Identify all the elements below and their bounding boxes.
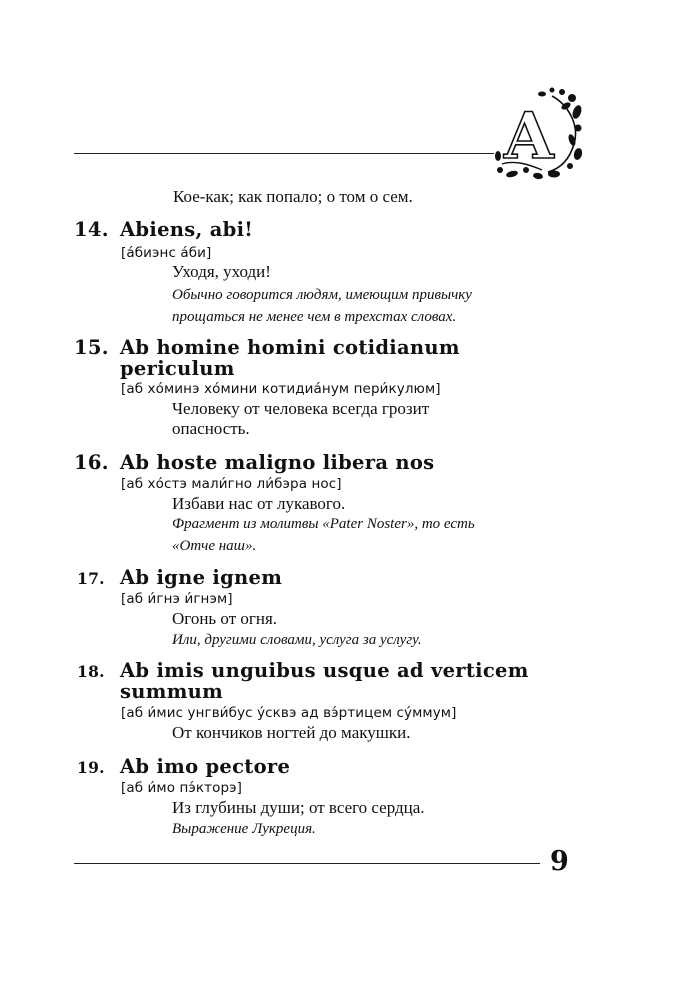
entry-number: 18. — [77, 662, 105, 681]
pronunciation: [а́биэнс а́би] — [121, 245, 212, 261]
latin-phrase: Abiens, abi! — [120, 218, 254, 241]
note: Выражение Лукреция. — [172, 821, 316, 837]
svg-text:A: A — [504, 99, 554, 174]
pronunciation: [аб хо́стэ мали́гно ли́бэра нос] — [121, 476, 342, 492]
translation: Из глубины души; от всего сердца. — [172, 798, 425, 817]
entry-heading — [74, 451, 434, 475]
pronunciation: [аб и́гнэ и́гнэм] — [121, 591, 233, 607]
note: «Отче наш». — [172, 538, 257, 554]
latin-phrase: Ab hoste maligno libera nos — [120, 451, 435, 474]
pronunciation: [аб и́мис унгви́бус у́сквэ ад вэ́ртицем су́ммум] — [121, 705, 457, 721]
entry-heading — [77, 566, 282, 591]
ornamental-letter-a-icon — [492, 84, 584, 184]
translation: опасность. — [172, 419, 250, 438]
footer-rule — [74, 863, 540, 864]
entry-number: 19. — [77, 758, 105, 777]
translation: Избави нас от лукавого. — [172, 494, 346, 513]
note: Или, другими словами, услуга за услугу. — [172, 632, 422, 648]
note: Обычно говорится людям, имеющим привычку — [172, 287, 472, 303]
header-rule — [74, 153, 494, 154]
latin-phrase: Ab imis unguibus usque ad verticem — [120, 659, 529, 682]
note: прощаться не менее чем в трехстах словах. — [172, 309, 457, 325]
translation: От кончиков ногтей до макушки. — [172, 723, 411, 742]
latin-phrase: Ab igne ignem — [120, 566, 283, 589]
pronunciation: [аб и́мо пэ́кторэ] — [121, 780, 243, 796]
translation: Уходя, уходи! — [172, 262, 271, 281]
entry-number: 15. — [74, 336, 109, 359]
latin-phrase-continued: periculum — [120, 357, 235, 380]
entry-number: 16. — [74, 451, 109, 474]
latin-phrase: Ab homine homini cotidianum — [120, 336, 460, 359]
pronunciation: [аб хо́минэ хо́мини котидиа́нум пери́кулюм] — [121, 381, 441, 397]
entry-heading — [77, 755, 290, 780]
entry-number: 14. — [74, 218, 109, 241]
entry-heading — [74, 218, 253, 242]
translation: Человеку от человека всегда грозит — [172, 399, 430, 418]
latin-phrase: Ab imo pectore — [120, 755, 291, 778]
note: Фрагмент из молитвы «Pater Noster», то есть — [172, 516, 475, 532]
latin-phrase-continued: summum — [120, 680, 224, 703]
translation: Огонь от огня. — [172, 609, 278, 628]
page-number: 9 — [550, 846, 569, 877]
continuation-text: Кое-как; как попало; о том о сем. — [173, 187, 413, 206]
entry-number: 17. — [77, 569, 105, 588]
